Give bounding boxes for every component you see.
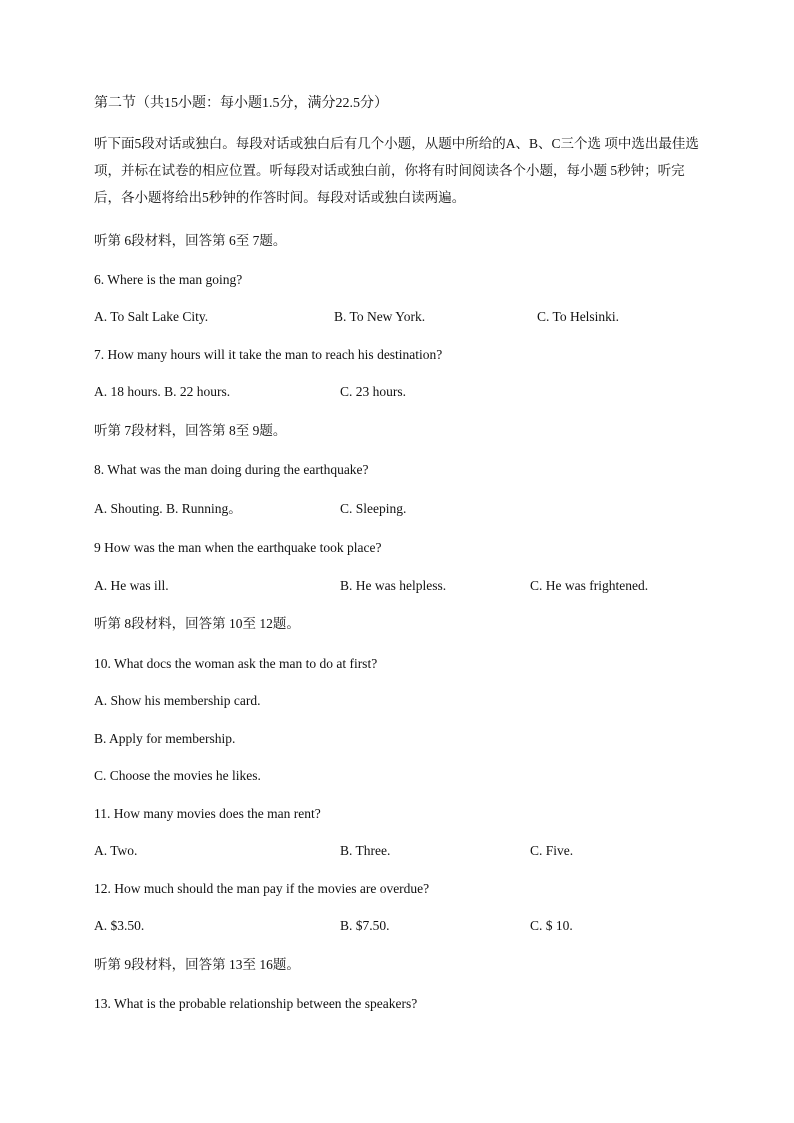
option-c: C. Sleeping. [340, 501, 407, 516]
option-b: B. Three. [340, 843, 391, 858]
question-stem: 12. How much should the man pay if the movies are overdue? [94, 881, 430, 896]
option-a: A. Two. [94, 843, 138, 858]
option-b: B. Apply for membership. [94, 731, 236, 746]
option-b: B. $7.50. [340, 918, 390, 933]
option-a-b: A. 18 hours. B. 22 hours. [94, 384, 231, 399]
question-stem: 6. Where is the man going? [94, 272, 243, 287]
option-b: B. He was helpless. [340, 578, 447, 593]
segment-intro: 听第 8段材料，回答第 10至 12题。 [94, 616, 300, 631]
option-a: A. To Salt Lake City. [94, 309, 209, 324]
option-c: C. $ 10. [530, 918, 573, 933]
question-stem: 7. How many hours will it take the man to reach his destination? [94, 347, 443, 362]
option-a: A. Show his membership card. [94, 693, 261, 708]
option-c: C. He was frightened. [530, 578, 649, 593]
option-b: B. To New York. [334, 309, 426, 324]
option-c: C. To Helsinki. [537, 309, 620, 324]
segment-intro: 听第 9段材料，回答第 13至 16题。 [94, 957, 300, 972]
section-header: 第二节（共15小题：每小题1.5分，满分22.5分） [94, 96, 388, 111]
option-a-b: A. Shouting. B. Running。 [94, 501, 242, 516]
option-c: C. Five. [530, 843, 574, 858]
question-stem: 10. What docs the woman ask the man to do at first? [94, 656, 378, 671]
question-stem: 9 How was the man when the earthquake took place? [94, 540, 382, 555]
question-stem: 11. How many movies does the man rent? [94, 806, 321, 821]
segment-intro: 听第 7段材料，回答第 8至 9题。 [94, 423, 287, 438]
segment-intro: 听第 6段材料，回答第 6至 7题。 [94, 233, 287, 248]
option-c: C. 23 hours. [340, 384, 407, 399]
question-stem: 8. What was the man doing during the earthquake? [94, 462, 369, 477]
option-a: A. He was ill. [94, 578, 169, 593]
option-a: A. $3.50. [94, 918, 145, 933]
instructions-paragraph: 听下面5段对话或独白。每段对话或独白后有几个小题，从题中所给的A、B、C三个选 项中选出最佳选项，并标在试卷的相应位置。听每段对话或独白前，你将有时间阅读各个小题，每小题 5秒钟；听完后，各小题将给出5秒钟的作答时间。每段对话或独白读两遍。 [94, 136, 699, 205]
question-stem: 13. What is the probable relationship between the speakers? [94, 996, 418, 1011]
option-c: C. Choose the movies he likes. [94, 768, 261, 783]
